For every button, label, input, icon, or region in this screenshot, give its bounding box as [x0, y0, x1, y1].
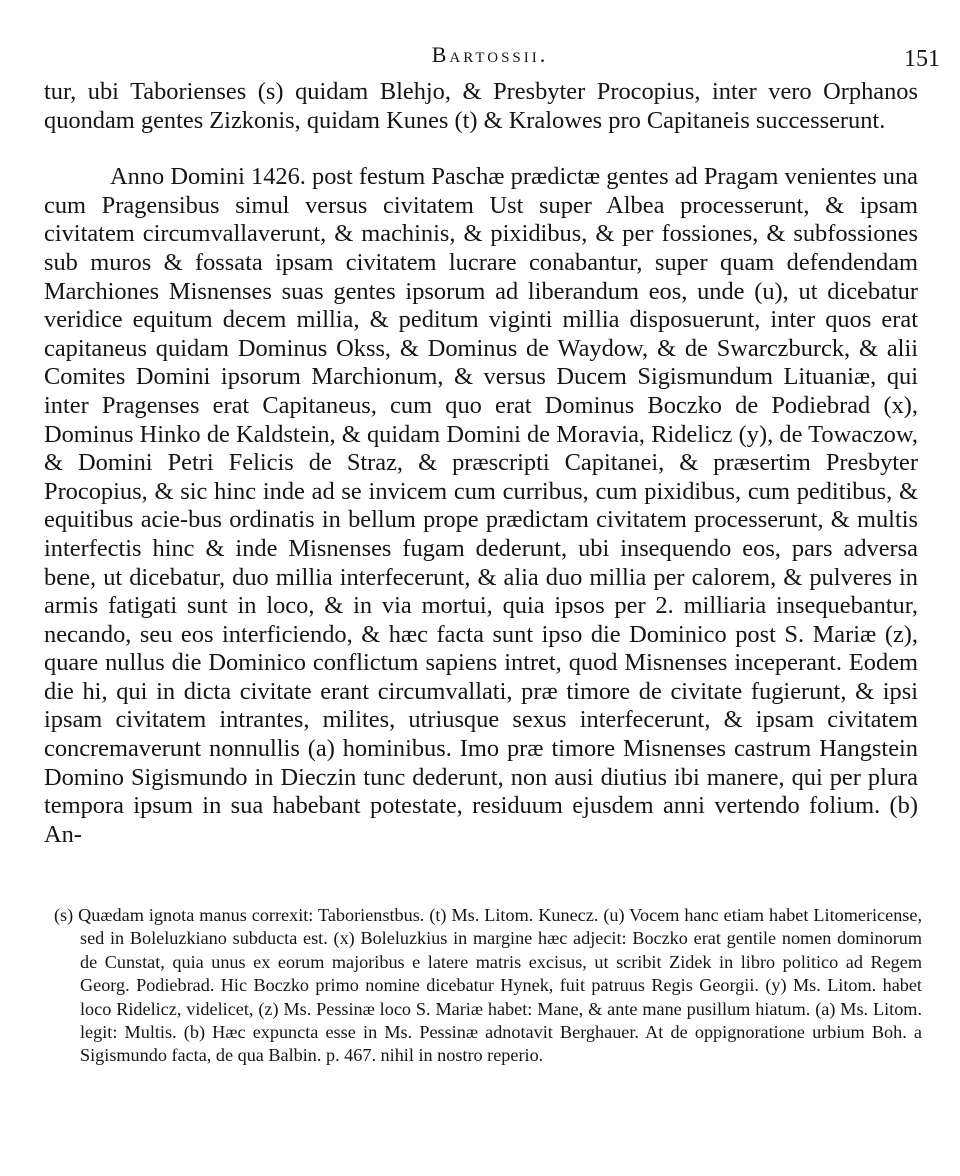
paragraph-anno-1426: Anno Domini 1426. post festum Paschæ prædictæ gentes ad Pragam venientes una cum Pragensibus simul versus civitatem Ust super Albea processerunt, & ipsam civitatem circumvallaverunt, & machinis, & pixidibus, & per fossiones, & subfossiones sub muros & fossata ipsam civitatem lucrare conabantur, super quam defendendam Marchiones Misnenses suas gentes ipsorum ad liberandum eos, unde (u), ut dicebatur veridice equitum decem millia, & peditum viginti millia disposuerunt, inter quos erat capitaneus quidam Dominus Okss, & Dominus de Waydow, & de Swarczburck, & alii Comites Domini ipsorum Marchionum, & versus Ducem Sigismundum Lituaniæ, qui inter Pragenses erat Capitaneus, cum quo erat Dominus Boczko de Podiebrad (x), Dominus Hinko de Kaldstein, & quidam Domini de Moravia, Ridelicz (y), de Towaczow, & Domini Petri Felicis de Straz, & præscripti Capitanei, & præsertim Presbyter Procopius, & sic hinc inde ad se invicem cum curribus, cum pixidibus, cum peditibus, & equitibus acie-bus ordinatis in bellum prope prædictam civitatem processerunt, & multis interfectis hinc & inde Misnenses fugam dederunt, ubi insequendo eos, pars adversa bene, ut dicebatur, duo millia interfecerunt, & alia duo millia per calorem, & pulveres in armis fatigati sunt in loco, & in via mortui, quia ipsos per 2. milliaria insequebantur, necando, seu eos interficiendo, & hæc facta sunt ipso die Dominico post S. Mariæ (z), quare nullus die Dominico conflictum sapiens intret, quod Misnenses inceperant. Eodem die hi, qui in dicta civitate erant circumvallati, præ timore de civitate fugierunt, & ipsi ipsam civitatem intrantes, milites, utriusque sexus interfecerunt, & ipsam civitatem concremaverunt nonnullis (a) hominibus. Imo præ timore Misnenses castrum Hangstein Domino Sigismundo in Dieczin tunc dederunt, non ausi diutius ibi manere, qui per plura tempora ipsum in sua habebant potestate, residuum ejusdem anni vertendo folium. (b) An-	[44, 163, 918, 848]
page-number: 151	[904, 46, 940, 72]
page-header	[40, 38, 940, 78]
footnotes	[46, 904, 922, 1068]
running-head: Bartossii.	[431, 42, 549, 67]
main-text	[44, 78, 918, 849]
footnote-block: (s) Quædam ignota manus correxit: Taborienstbus. (t) Ms. Litom. Kunecz. (u) Vocem hanc etiam habet Litomericense, sed in Boleluzkiano subducta est. (x) Boleluzkius in margine hæc adjecit: Boczko erat gentile nomen dominorum de Cunstat, quia unus ex eorum majoribus e latere matris excisus, ut scribit Zidek in libro politico ad Regem Georg. Podiebrad. Hic Boczko primo nomine dicebatur Hynek, fuit patruus Regis Georgii. (y) Ms. Litom. habet loco Ridelicz, videlicet, (z) Ms. Pessinæ loco S. Mariæ habet: Mane, & ante mane pusillum hiatum. (a) Ms. Litom. legit: Multis. (b) Hæc expuncta esse in Ms. Pessinæ adnotavit Berghauer. At de oppignoratione urbium Boh. a Sigismundo facta, de qua Balbin. p. 467. nihil in nostro reperio.	[54, 905, 922, 1066]
paragraph-continuation: tur, ubi Taborienses (s) quidam Blehjo, & Presbyter Procopius, inter vero Orphanos quondam gentes Zizkonis, quidam Kunes (t) & Kralowes pro Capitaneis successerunt.	[44, 78, 918, 134]
